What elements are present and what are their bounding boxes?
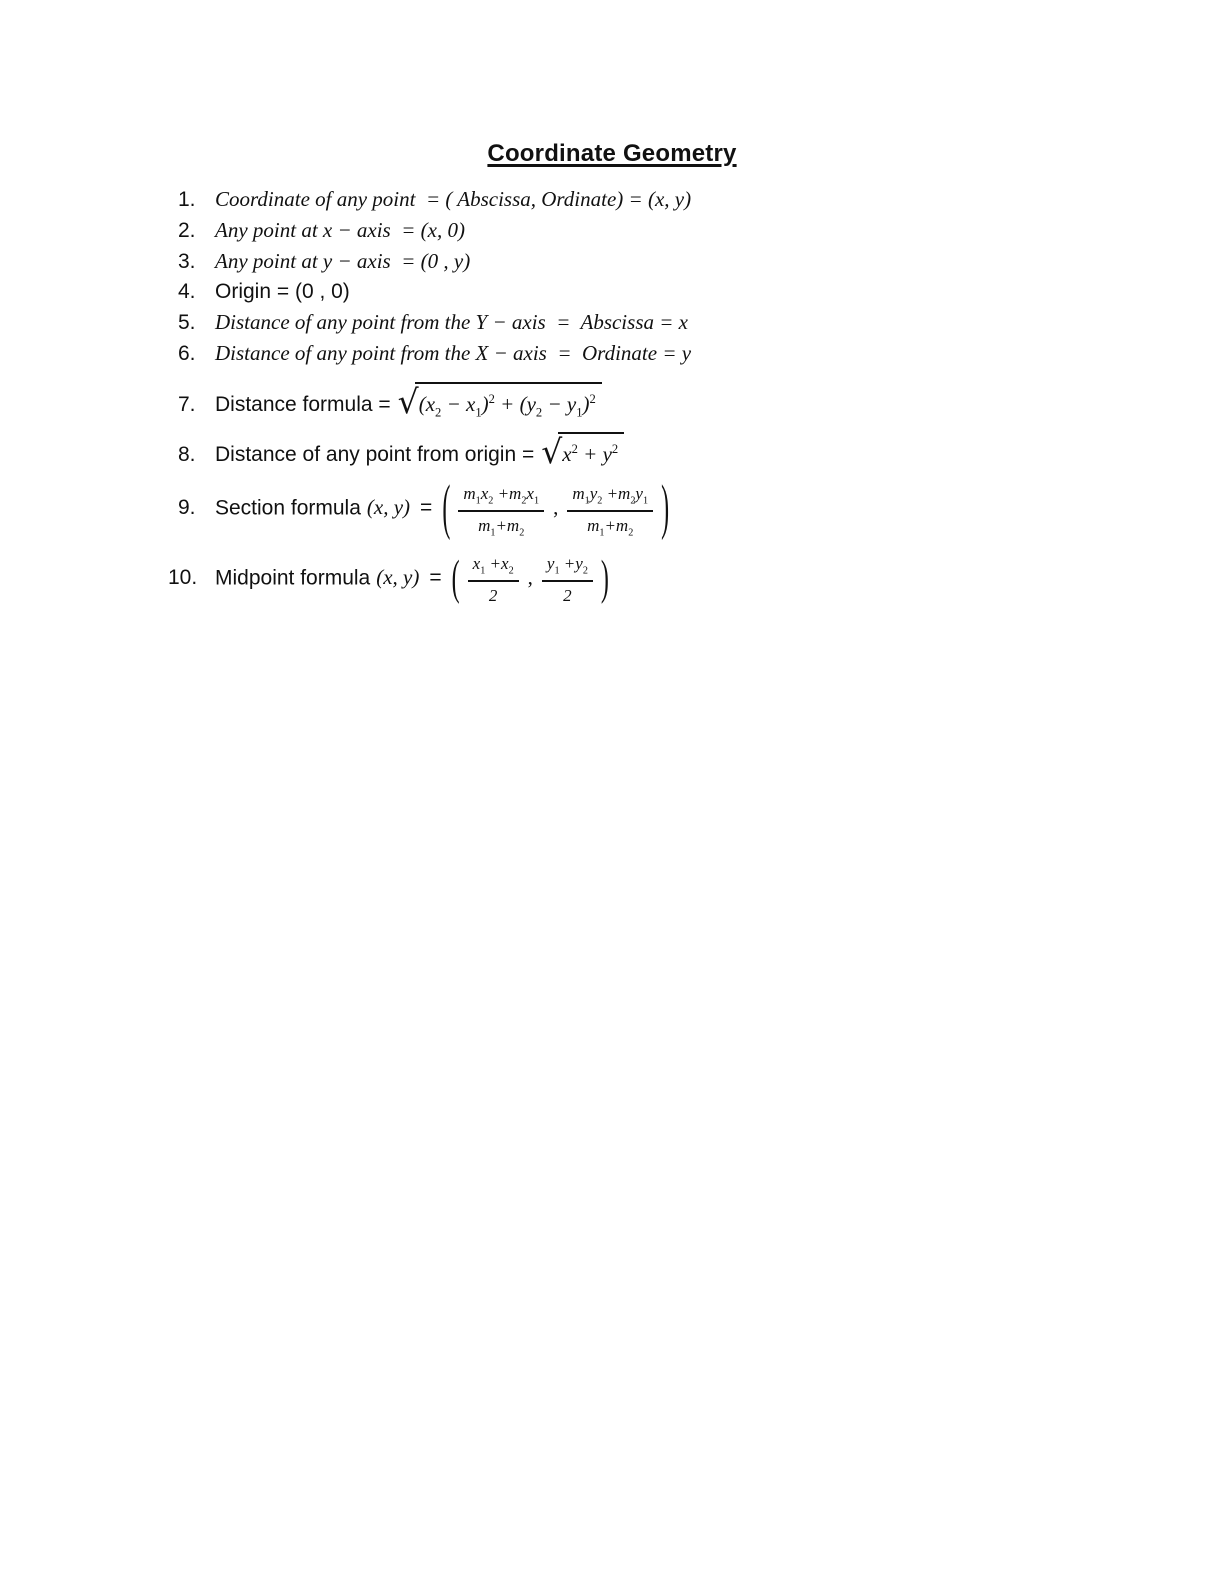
numerator bbox=[468, 550, 519, 582]
math-text: m bbox=[463, 484, 476, 503]
subscript: 1 bbox=[533, 495, 540, 507]
square-root: $√x^2 + y^2$ bbox=[541, 432, 624, 470]
item-text: Any point at x − axis = (x, 0) bbox=[215, 218, 465, 242]
math-text: +y bbox=[559, 553, 583, 573]
item-number: 4. bbox=[178, 280, 196, 303]
list-item-3 bbox=[168, 246, 1224, 277]
list-item-8 bbox=[168, 432, 1224, 470]
fraction bbox=[468, 550, 519, 608]
math-text: +x bbox=[485, 553, 509, 573]
item-number: 8. bbox=[178, 443, 196, 466]
superscript: 2 bbox=[488, 392, 495, 407]
item-number: 9. bbox=[178, 496, 196, 520]
math-text: y bbox=[589, 484, 598, 503]
denominator: 2 bbox=[488, 585, 498, 605]
subscript: 2 bbox=[628, 527, 634, 539]
equals-sign: = bbox=[420, 496, 433, 520]
list-item-4 bbox=[168, 277, 1224, 307]
math-text: + y bbox=[577, 442, 612, 466]
math-text: m bbox=[478, 515, 491, 535]
superscript: 2 bbox=[611, 442, 619, 457]
math-text: x bbox=[526, 484, 534, 503]
superscript: 2 bbox=[571, 442, 578, 457]
numerator bbox=[567, 480, 653, 512]
big-paren-close: ) bbox=[661, 475, 670, 543]
page-title: Coordinate Geometry bbox=[487, 140, 737, 167]
math-text: + (y bbox=[494, 392, 536, 416]
item-number: 10. bbox=[168, 566, 198, 590]
formula-label: Distance formula = bbox=[215, 393, 391, 416]
big-paren-close: ) bbox=[600, 552, 609, 606]
numerator bbox=[458, 480, 544, 512]
formula-label: Section formula bbox=[215, 496, 361, 520]
subscript: 2 bbox=[435, 405, 442, 420]
math-text: +m bbox=[495, 515, 520, 535]
math-text: − x bbox=[441, 392, 476, 416]
list-item-7 bbox=[168, 382, 1224, 420]
math-text: (x bbox=[418, 392, 436, 416]
item-text: Any point at y − axis = (0 , y) bbox=[215, 249, 471, 273]
math-text: m bbox=[572, 484, 585, 503]
subscript: 1 bbox=[475, 405, 482, 420]
math-text: +m bbox=[493, 484, 522, 503]
math-text: y bbox=[635, 484, 643, 503]
math-text: − y bbox=[542, 392, 577, 416]
numerator bbox=[542, 550, 593, 582]
formula-list bbox=[168, 184, 1224, 608]
denominator bbox=[458, 512, 544, 538]
math-text: m bbox=[587, 515, 600, 535]
list-item-1 bbox=[168, 184, 1224, 215]
subscript: 1 bbox=[490, 527, 496, 539]
math-text: x bbox=[562, 442, 572, 466]
item-number: 5. bbox=[178, 311, 196, 334]
radicand bbox=[558, 432, 624, 469]
list-item-2 bbox=[168, 215, 1224, 246]
subscript: 2 bbox=[488, 495, 494, 507]
document-page bbox=[0, 0, 1224, 608]
big-paren-open: ( bbox=[451, 552, 460, 606]
subscript: 2 bbox=[582, 565, 588, 577]
item-number: 1. bbox=[178, 188, 196, 211]
list-item-5 bbox=[168, 307, 1224, 338]
math-text: +m bbox=[602, 484, 631, 503]
subscript: 2 bbox=[630, 495, 636, 507]
superscript: 2 bbox=[589, 392, 596, 407]
subscript: 1 bbox=[475, 495, 481, 507]
formula-label: Distance of any point from origin = bbox=[215, 443, 535, 466]
subscript: 2 bbox=[535, 405, 543, 420]
math-text: x bbox=[480, 484, 489, 503]
item-text: Coordinate of any point = ( Abscissa, Ordinate) = (x, y) bbox=[215, 187, 692, 211]
subscript: 2 bbox=[521, 495, 527, 507]
subscript: 1 bbox=[584, 495, 590, 507]
radicand bbox=[415, 382, 602, 419]
subscript: 1 bbox=[599, 527, 605, 539]
fraction-separator: , bbox=[527, 565, 533, 590]
subscript: 1 bbox=[480, 565, 486, 577]
fraction bbox=[458, 480, 544, 538]
list-item-6 bbox=[168, 338, 1224, 369]
subscript: 1 bbox=[642, 495, 649, 507]
fraction bbox=[542, 550, 593, 608]
subscript: 1 bbox=[576, 405, 583, 420]
square-root: $√(x_2 - x_1)^2 + (y_2 - y_1)^2$ bbox=[398, 382, 602, 420]
big-paren-open: ( bbox=[442, 475, 451, 543]
item-number: 7. bbox=[178, 393, 196, 416]
equals-sign: = bbox=[429, 566, 442, 590]
math-text: ) bbox=[481, 392, 489, 416]
item-number: 6. bbox=[178, 342, 196, 365]
subscript: 2 bbox=[508, 565, 514, 577]
list-item-9 bbox=[168, 475, 1224, 543]
math-text: ) bbox=[582, 392, 590, 416]
item-text: Origin = (0 , 0) bbox=[215, 280, 350, 303]
item-number: 2. bbox=[178, 219, 196, 242]
item-number: 3. bbox=[178, 250, 196, 273]
math-text: (x, y) bbox=[376, 565, 420, 590]
list-item-10 bbox=[168, 550, 1224, 608]
item-text: Distance of any point from the Y − axis = Abscissa = x bbox=[215, 310, 688, 334]
fraction bbox=[567, 480, 653, 538]
math-text: (x, y) bbox=[366, 495, 411, 520]
item-text: Distance of any point from the X − axis = Ordinate = y bbox=[215, 341, 692, 365]
denominator: 2 bbox=[563, 585, 572, 605]
denominator bbox=[567, 512, 653, 538]
math-text: x bbox=[472, 553, 481, 573]
subscript: 1 bbox=[554, 565, 560, 577]
subscript: 2 bbox=[597, 495, 603, 507]
fraction-separator: , bbox=[553, 495, 559, 520]
math-text: y bbox=[546, 553, 555, 573]
math-text: +m bbox=[604, 515, 629, 535]
formula-label: Midpoint formula bbox=[215, 566, 371, 590]
subscript: 2 bbox=[519, 527, 525, 539]
